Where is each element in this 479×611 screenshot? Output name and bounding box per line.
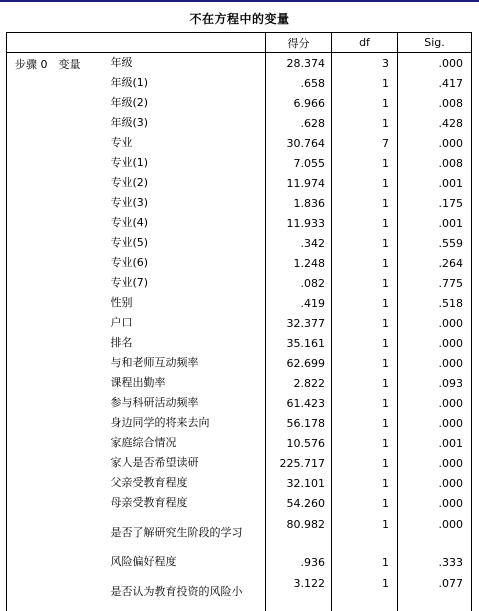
sig-cell: .000: [398, 453, 472, 473]
header-sig: Sig.: [398, 33, 472, 53]
sig-cell: .001: [398, 433, 472, 453]
sig-cell: .000: [398, 473, 472, 493]
variable-name-cell: 专业(6): [109, 253, 266, 273]
sig-cell: .000: [398, 333, 472, 353]
score-cell: 7.055: [266, 153, 332, 173]
variable-name-cell: 是否认为教育投资的风险小: [109, 572, 266, 611]
variable-name-cell: 母亲受教育程度: [109, 493, 266, 513]
df-cell: 1: [332, 173, 398, 193]
variable-name-cell: 户口: [109, 313, 266, 333]
df-cell: 1: [332, 513, 398, 552]
df-cell: 1: [332, 393, 398, 413]
sig-cell: .175: [398, 193, 472, 213]
score-cell: 35.161: [266, 333, 332, 353]
sig-cell: .518: [398, 293, 472, 313]
variable-name-cell: 年级(1): [109, 73, 266, 93]
score-cell: 56.178: [266, 413, 332, 433]
score-cell: 54.260: [266, 493, 332, 513]
sig-cell: .001: [398, 173, 472, 193]
header-score: 得分: [266, 33, 332, 53]
variable-name-cell: 与和老师互动频率: [109, 353, 266, 373]
sig-cell: .264: [398, 253, 472, 273]
score-cell: 10.576: [266, 433, 332, 453]
header-df: df: [332, 33, 398, 53]
sig-cell: .008: [398, 153, 472, 173]
top-border-line: [0, 0, 479, 2]
score-cell: 1.836: [266, 193, 332, 213]
score-cell: 225.717: [266, 453, 332, 473]
score-cell: .936: [266, 552, 332, 572]
variable-name-cell: 专业: [109, 133, 266, 153]
df-cell: 1: [332, 413, 398, 433]
df-cell: 1: [332, 93, 398, 113]
variable-name-cell: 年级(3): [109, 113, 266, 133]
sig-cell: .000: [398, 413, 472, 433]
score-cell: 28.374: [266, 53, 332, 74]
sig-cell: .001: [398, 213, 472, 233]
df-cell: 1: [332, 213, 398, 233]
sig-cell: .000: [398, 493, 472, 513]
variable-name-cell: 参与科研活动频率: [109, 393, 266, 413]
group-label: 变量: [59, 53, 109, 611]
variable-name-cell: 父亲受教育程度: [109, 473, 266, 493]
variable-name-cell: 是否了解研究生阶段的学习: [109, 513, 266, 552]
sig-cell: .008: [398, 93, 472, 113]
variable-name-cell: 家人是否希望读研: [109, 453, 266, 473]
df-cell: 1: [332, 293, 398, 313]
df-cell: 1: [332, 113, 398, 133]
variable-name-cell: 专业(5): [109, 233, 266, 253]
sig-cell: .077: [398, 572, 472, 611]
score-cell: .342: [266, 233, 332, 253]
variable-name-cell: 家庭综合情况: [109, 433, 266, 453]
sig-cell: .000: [398, 53, 472, 74]
header-row: [7, 33, 472, 53]
df-cell: 3: [332, 53, 398, 74]
variable-name-cell: 专业(1): [109, 153, 266, 173]
sig-cell: .000: [398, 353, 472, 373]
df-cell: 1: [332, 273, 398, 293]
variable-name-cell: 专业(2): [109, 173, 266, 193]
score-cell: 11.974: [266, 173, 332, 193]
score-cell: 32.101: [266, 473, 332, 493]
sig-cell: .000: [398, 513, 472, 552]
df-cell: 1: [332, 333, 398, 353]
score-cell: 3.122: [266, 572, 332, 611]
score-cell: .628: [266, 113, 332, 133]
table-title: 不在方程中的变量: [0, 10, 479, 27]
sig-cell: .000: [398, 133, 472, 153]
header-corner: [7, 33, 266, 53]
df-cell: 1: [332, 493, 398, 513]
sig-cell: .559: [398, 233, 472, 253]
df-cell: 1: [332, 153, 398, 173]
score-cell: .082: [266, 273, 332, 293]
score-cell: .658: [266, 73, 332, 93]
df-cell: 7: [332, 133, 398, 153]
variable-name-cell: 性别: [109, 293, 266, 313]
df-cell: 1: [332, 233, 398, 253]
sig-cell: .333: [398, 552, 472, 572]
variable-name-cell: 风险偏好程度: [109, 552, 266, 572]
score-cell: 32.377: [266, 313, 332, 333]
score-cell: 62.699: [266, 353, 332, 373]
step-label: 步骤 0: [7, 53, 59, 611]
df-cell: 1: [332, 433, 398, 453]
df-cell: 1: [332, 572, 398, 611]
sig-cell: .093: [398, 373, 472, 393]
variable-name-cell: 身边同学的将来去向: [109, 413, 266, 433]
variable-name-cell: 专业(3): [109, 193, 266, 213]
sig-cell: .428: [398, 113, 472, 133]
df-cell: 1: [332, 552, 398, 572]
table-body: [7, 53, 472, 611]
df-cell: 1: [332, 73, 398, 93]
df-cell: 1: [332, 373, 398, 393]
sig-cell: .775: [398, 273, 472, 293]
variable-name-cell: 排名: [109, 333, 266, 353]
sig-cell: .000: [398, 393, 472, 413]
score-cell: 2.822: [266, 373, 332, 393]
table-row: [7, 53, 472, 74]
df-cell: 1: [332, 193, 398, 213]
variable-name-cell: 专业(4): [109, 213, 266, 233]
df-cell: 1: [332, 313, 398, 333]
score-cell: 80.982: [266, 513, 332, 552]
score-cell: 1.248: [266, 253, 332, 273]
score-cell: 6.966: [266, 93, 332, 113]
df-cell: 1: [332, 473, 398, 493]
score-cell: .419: [266, 293, 332, 313]
variable-name-cell: 年级(2): [109, 93, 266, 113]
variable-name-cell: 年级: [109, 53, 266, 74]
sig-cell: .000: [398, 313, 472, 333]
df-cell: 1: [332, 353, 398, 373]
df-cell: 1: [332, 453, 398, 473]
df-cell: 1: [332, 253, 398, 273]
variable-name-cell: 课程出勤率: [109, 373, 266, 393]
score-cell: 61.423: [266, 393, 332, 413]
variable-name-cell: 专业(7): [109, 273, 266, 293]
score-cell: 11.933: [266, 213, 332, 233]
variables-not-in-equation-table: [6, 32, 472, 611]
sig-cell: .417: [398, 73, 472, 93]
score-cell: 30.764: [266, 133, 332, 153]
